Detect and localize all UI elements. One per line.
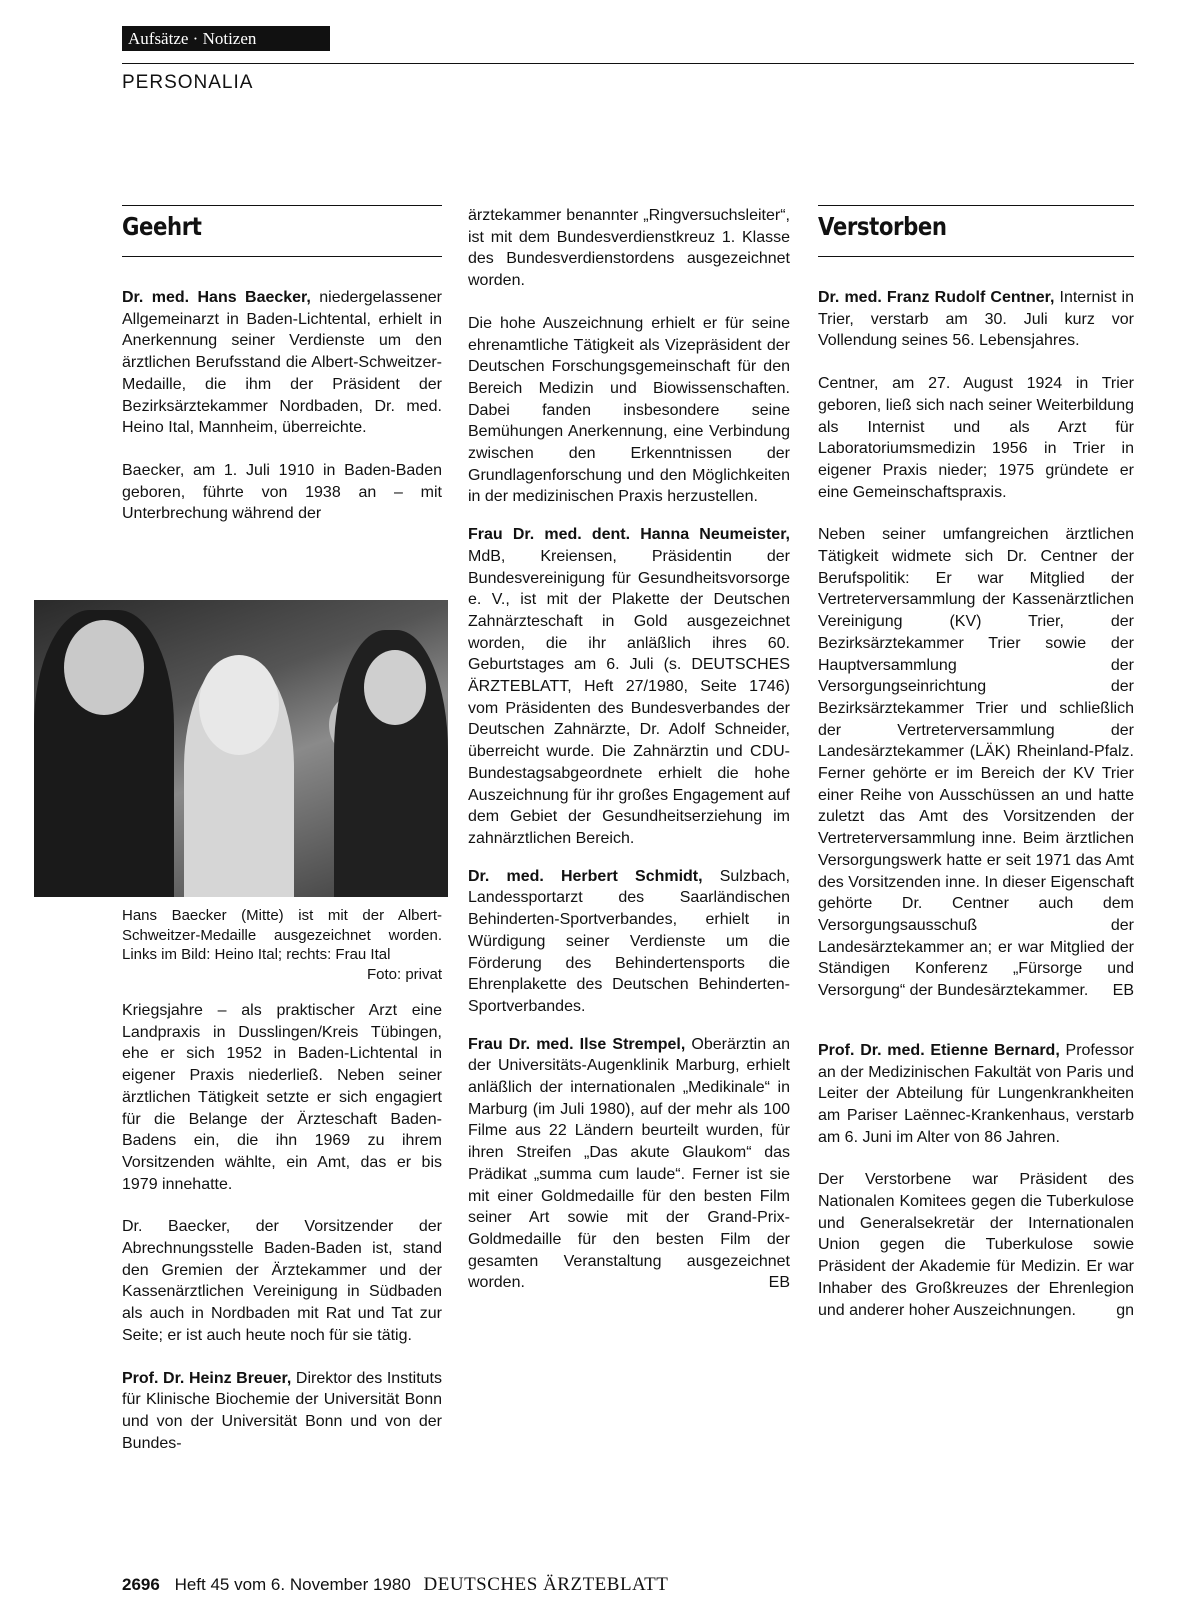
photo-credit: Foto: privat — [366, 965, 442, 983]
signature-gn: gn — [1116, 1301, 1134, 1319]
name-neumeister: Frau Dr. med. dent. Hanna Neumeister, — [468, 526, 790, 544]
column-1 — [122, 205, 442, 546]
photo-face-right — [364, 650, 426, 725]
text-schmidt: Sulzbach, Landessportarzt des Saarländischen Behinderten-Sportverbandes, erhielt in Würdigung seiner Verdienste um die Förderung des Behindertensports die Ehrenplakette des Deutschen Behinderten-Sportverbandes. — [468, 867, 790, 1015]
article-strempel — [468, 1034, 790, 1294]
column-2 — [468, 205, 790, 1315]
rubric: PERSONALIA — [122, 72, 254, 93]
article-bernard — [818, 1040, 1134, 1149]
name-centner: Dr. med. Franz Rudolf Centner, — [818, 289, 1055, 306]
text-baecker: niedergelassener Allgemeinarzt in Baden-Lichtental, erhielt in Anerkennung seiner Verdienste um den ärztlichen Berufsstand die Albert-Schweitzer-Medaille, die ihm der Präsident der Bezirksärztekammer Nordbaden, Dr. med. Heino Ital, Mannheim, überreichte. — [122, 289, 442, 437]
column-1-lower — [122, 1000, 442, 1475]
article-centner-3 — [818, 524, 1134, 1001]
text-strempel: Oberärztin an der Universitäts-Augenklinik Marburg, erhielt anläßlich der internationalen „Medikinale“ in Marburg (im Juli 1980), auf der mehr als 100 Filme aus 22 Ländern beurteilt wurden, für ihren Streifen „Das akute Glaukom“ das Prädikat „summa cum laude“. Ferner ist sie mit einer Goldmedaille für den besten Film seiner Art sowie mit der Grand-Prix-Goldmedaille für den besten Film der gesamten Veranstaltung ausgezeichnet worden. — [468, 1035, 790, 1292]
heading-verstorben: Verstorben — [818, 212, 947, 241]
article-bernard-2 — [818, 1169, 1134, 1321]
article-baecker-4: Dr. Baecker, der Vorsitzender der Abrechnungsstelle Baden-Baden ist, stand den Gremien der Ärztekammer und der Kassenärztlichen Vereinigung in Südbaden als auch in Nordbaden mit Rat und Tat zur Seite; er ist auch heute noch für sie tätig. — [122, 1218, 442, 1344]
text-breuer: Direktor des Instituts für Klinische Biochemie der Universität Bonn und von der Universität Bonn und von der Bundes- — [122, 1369, 442, 1452]
page-footer — [122, 1574, 668, 1596]
photo-face-left — [64, 620, 144, 715]
section-tag: Aufsätze · Notizen — [122, 26, 330, 51]
article-baecker-3: Kriegsjahre – als praktischer Arzt eine Landpraxis in Dusslingen/Kreis Tübingen, ehe er sich 1952 in Baden-Lichtental in eigener Praxis niederließ. Neben seiner ärztlichen Tätigkeit setzte er sich engagiert für die Belange der Ärzteschaft Baden-Badens ein, die ihn 1969 zu ihrem Vorsitzenden wählte, ein Amt, das er bis 1979 innehatte. — [122, 1002, 442, 1193]
header-rule — [122, 63, 1134, 64]
award-photo — [34, 600, 448, 897]
heading-block-geehrt — [122, 205, 442, 257]
caption-text: Hans Baecker (Mitte) ist mit der Albert-Schweitzer-Medaille ausgezeichnet worden. Links im Bild: Heino Ital; rechts: Frau Ital — [122, 907, 442, 963]
article-neumeister — [468, 524, 790, 850]
signature-eb-1: EB — [768, 1274, 790, 1292]
article-breuer — [122, 1368, 442, 1455]
issue-info: Heft 45 vom 6. November 1980 — [174, 1575, 411, 1594]
text-bernard-2: Der Verstorbene war Präsident des Nationalen Komitees gegen die Tuberkulose und Generalsekretär der Internationalen Union gegen die Tuberkulose sowie Präsident der Akademie für Medizin. Er war Inhaber des Großkreuzes der Ehrenlegion und anderer hoher Auszeichnungen. — [818, 1171, 1134, 1319]
name-bernard: Prof. Dr. med. Etienne Bernard, — [818, 1041, 1060, 1059]
article-breuer-cont: ärztekammer benannter „Ringversuchsleiter“, ist mit dem Bundesverdienstkreuz 1. Klasse des Bundesverdienstordens ausgezeichnet worden. — [468, 207, 790, 290]
name-schmidt: Dr. med. Herbert Schmidt, — [468, 867, 703, 885]
name-breuer: Prof. Dr. Heinz Breuer, — [122, 1369, 292, 1387]
page-number: 2696 — [122, 1575, 160, 1594]
heading-block-verstorben — [818, 205, 1134, 257]
text-centner: Internist in Trier, verstarb am 30. Juli kurz vor Vollendung seines 56. Lebensjahres. — [818, 289, 1134, 350]
article-schmidt — [468, 866, 790, 1018]
column-3 — [818, 205, 1134, 1342]
article-centner-2: Centner, am 27. August 1924 in Trier geboren, ließ sich nach seiner Weiterbildung als Internist und als Arzt für Laboratoriumsmedizin 1956 in Trier in eigener Praxis nieder; 1975 gründete er eine Gemeinschaftspraxis. — [818, 375, 1134, 501]
photo-caption — [122, 906, 442, 984]
name-strempel: Frau Dr. med. Ilse Strempel, — [468, 1035, 686, 1053]
photo-face-center — [199, 655, 279, 755]
heading-geehrt: Geehrt — [122, 212, 202, 241]
magazine-title: DEUTSCHES ÄRZTEBLATT — [423, 1574, 669, 1595]
text-centner-3: Neben seiner umfangreichen ärztlichen Tätigkeit widmete sich Dr. Centner der Berufspolitik: Er war Mitglied der Vertreterversammlung der Kassenärztlichen Vereinigung (KV) Trier, der Bezirksärztekammer Trier sowie der Hauptversammlung der Versorgungseinrichtung der Bezirksärztekammer Trier und schließlich der Vertreterversammlung der Landesärztekammer (LÄK) Rheinland-Pfalz. Ferner gehörte er im Bereich der KV Trier einer Reihe von Ausschüssen an und hatte zuletzt das Amt des Vorsitzenden der Vertreterversammlung inne. Beim ärztlichen Versorgungswerk hatte er seit 1971 das Amt des Vorsitzenden inne. In dieser Eigenschaft gehörte Dr. Centner auch dem Versorgungsausschuß der Landesärztekammer an; er war Mitglied der Ständigen Konferenz „Fürsorge und Versorgung“ der Bundesärztekammer. — [818, 526, 1134, 1000]
signature-eb-2: EB — [1112, 982, 1134, 1000]
article-centner — [818, 287, 1134, 352]
article-baecker — [122, 287, 442, 439]
text-neumeister: MdB, Kreiensen, Präsidentin der Bundesvereinigung für Gesundheitsvorsorge e. V., ist mit der Plakette der Deutschen Zahnärzteschaft in Gold ausgezeichnet worden, die ihr anläßlich ihres 60. Geburtstages am 6. Juli (s. DEUTSCHES ÄRZTEBLATT, Heft 27/1980, Seite 1746) vom Präsidenten des Bundesverbandes der Deutschen Zahnärzte, Dr. Adolf Schneider, überreicht wurde. Die Zahnärztin und CDU-Bundestagsabgeordnete erhielt die hohe Auszeichnung für ihr großes Engagement auf dem Gebiet der Gesundheitserziehung im zahnärztlichen Bereich. — [468, 547, 790, 847]
article-breuer-2: Die hohe Auszeichnung erhielt er für seine ehrenamtliche Tätigkeit als Vizepräsident der Deutschen Forschungsgemeinschaft für den Bereich Medizin und Biowissenschaften. Dabei fanden insbesondere seine Bemühungen Anerkennung, eine Verbindung zwischen den Erkenntnissen der Grundlagenforschung und den Möglichkeiten in der medizinischen Praxis herzustellen. — [468, 314, 790, 506]
name-baecker: Dr. med. Hans Baecker, — [122, 289, 311, 306]
article-baecker-2: Baecker, am 1. Juli 1910 in Baden-Baden geboren, führte von 1938 an – mit Unterbrechung während der — [122, 461, 442, 523]
text-bernard: Professor an der Medizinischen Fakultät von Paris und Leiter der Abteilung für Lungenkrankheiten am Pariser Laënnec-Krankenhaus, verstarb am 6. Juni im Alter von 86 Jahren. — [818, 1041, 1134, 1146]
